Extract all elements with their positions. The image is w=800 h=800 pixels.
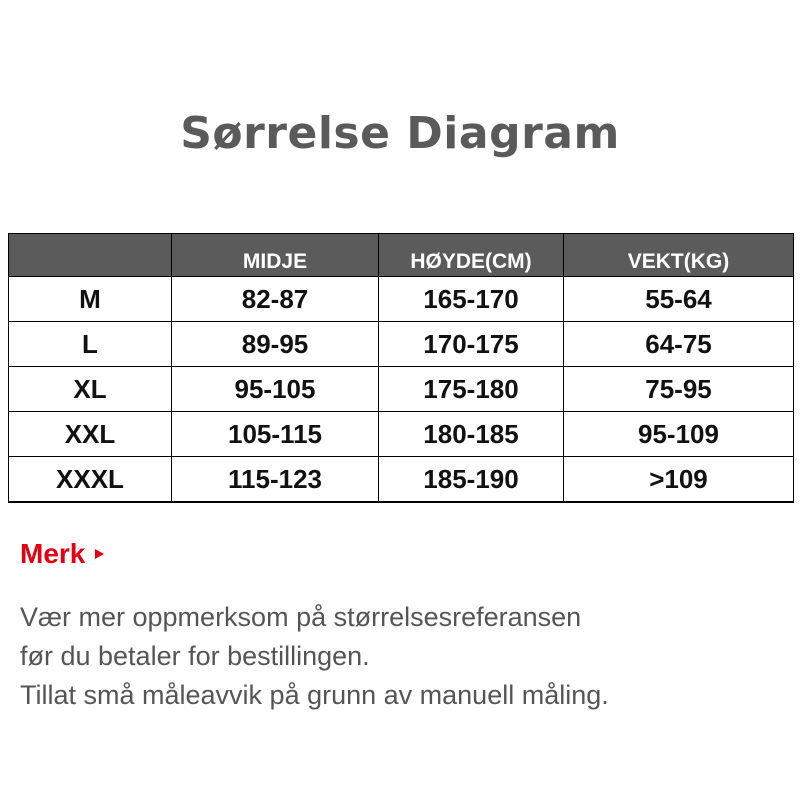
hoyde-cell: 170-175 [379, 322, 564, 367]
vekt-cell: 55-64 [564, 277, 794, 322]
size-chart-table [8, 233, 794, 503]
triangle-right-icon [95, 549, 104, 559]
midje-cell: 95-105 [172, 367, 379, 412]
size-cell: XXXL [9, 457, 172, 503]
header-midje: MIDJE [172, 234, 379, 277]
header-hoyde: HØYDE(CM) [379, 234, 564, 277]
midje-cell: 115-123 [172, 457, 379, 503]
table-row [9, 277, 794, 322]
note-line: før du betaler for bestillingen. [20, 641, 370, 671]
size-cell: XXL [9, 412, 172, 457]
note-label: Merk [20, 538, 86, 569]
hoyde-cell: 165-170 [379, 277, 564, 322]
hoyde-cell: 180-185 [379, 412, 564, 457]
header-vekt: VEKT(KG) [564, 234, 794, 277]
size-cell: XL [9, 367, 172, 412]
table-row [9, 367, 794, 412]
midje-cell: 82-87 [172, 277, 379, 322]
note-text [20, 598, 790, 715]
vekt-cell: 95-109 [564, 412, 794, 457]
vekt-cell: >109 [564, 457, 794, 503]
hoyde-cell: 175-180 [379, 367, 564, 412]
note-line: Vær mer oppmerksom på størrelsesreferansen [20, 602, 582, 632]
table-row [9, 322, 794, 367]
size-cell: M [9, 277, 172, 322]
midje-cell: 89-95 [172, 322, 379, 367]
page-title: Sørrelse Diagram [180, 108, 620, 159]
table-header-row [9, 234, 794, 277]
midje-cell: 105-115 [172, 412, 379, 457]
note-line: Tillat små måleavvik på grunn av manuell måling. [20, 680, 609, 710]
vekt-cell: 64-75 [564, 322, 794, 367]
table-row [9, 457, 794, 503]
header-size [9, 234, 172, 277]
table-row [9, 412, 794, 457]
note-heading [20, 538, 104, 570]
vekt-cell: 75-95 [564, 367, 794, 412]
hoyde-cell: 185-190 [379, 457, 564, 503]
size-cell: L [9, 322, 172, 367]
